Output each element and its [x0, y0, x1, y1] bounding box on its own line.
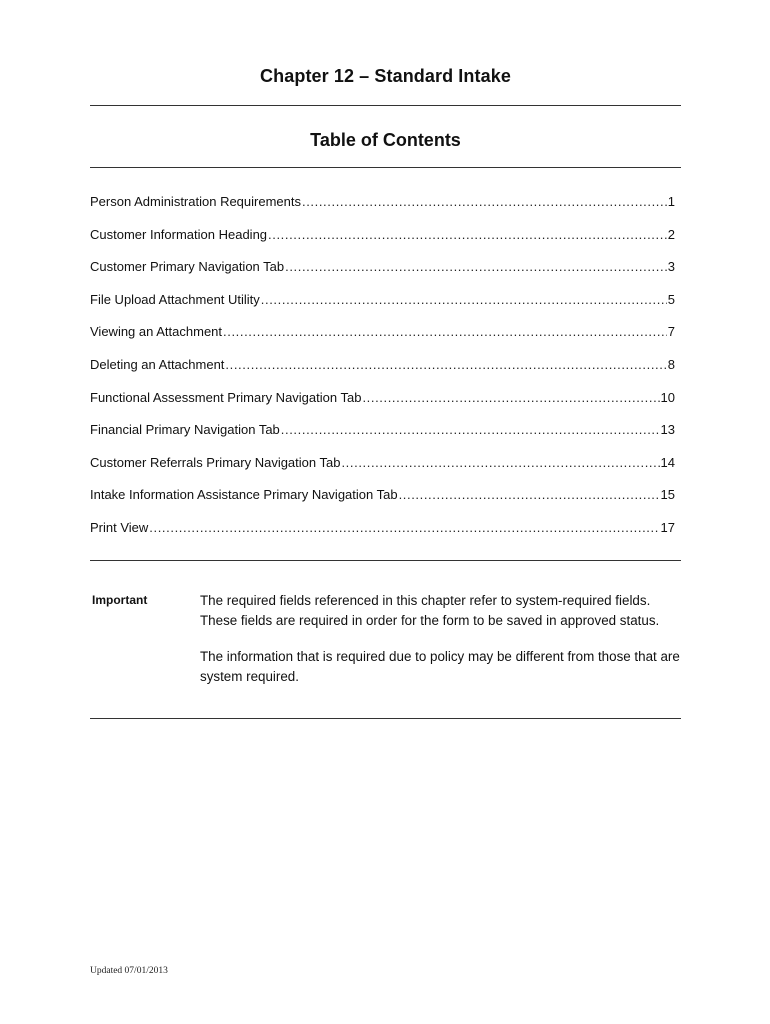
- toc-dot-leader: [362, 390, 659, 405]
- toc-entry-customer-information-heading[interactable]: [90, 227, 675, 260]
- toc-entry-functional-assessment-primary-navigation-tab[interactable]: [90, 390, 675, 423]
- toc-dot-leader: [149, 520, 659, 535]
- toc-dot-leader: [281, 422, 660, 437]
- toc-heading-divider: [90, 167, 681, 168]
- toc-entry-page-number: 5: [667, 291, 675, 307]
- toc-entry-intake-information-assistance-primary-navigation-tab[interactable]: [90, 487, 675, 520]
- toc-end-divider: [90, 560, 681, 561]
- toc-entry-label: File Upload Attachment Utility: [90, 291, 260, 307]
- important-note: [200, 591, 680, 703]
- toc-heading: Table of Contents: [310, 130, 461, 150]
- toc-entry-print-view[interactable]: [90, 520, 675, 553]
- toc-dot-leader: [285, 259, 667, 274]
- chapter-title: Chapter 12 – Standard Intake: [260, 66, 511, 86]
- toc-dot-leader: [225, 357, 666, 372]
- toc-entry-page-number: 7: [667, 324, 675, 340]
- updated-date-footer: Updated 07/01/2013: [90, 966, 168, 976]
- toc-dot-leader: [399, 487, 660, 502]
- toc-entry-label: Functional Assessment Primary Navigation Tab: [90, 389, 362, 405]
- important-note-paragraph: The required fields referenced in this chapter refer to system-required fields. These fields are required in order for the form to be saved in approved status.: [200, 593, 660, 628]
- toc-entry-customer-primary-navigation-tab[interactable]: [90, 259, 675, 292]
- toc-entry-label: Customer Information Heading: [90, 226, 268, 242]
- important-note-divider: [90, 718, 681, 719]
- toc-entry-page-number: 14: [660, 454, 675, 470]
- important-note-paragraph: The information that is required due to policy may be different from those that are system required.: [200, 649, 680, 684]
- toc-entry-financial-primary-navigation-tab[interactable]: [90, 422, 675, 455]
- toc-entry-page-number: 15: [660, 487, 675, 503]
- important-label: Important: [92, 593, 148, 607]
- toc-entry-page-number: 13: [660, 422, 675, 438]
- table-of-contents: [90, 194, 675, 553]
- toc-dot-leader: [341, 455, 659, 470]
- toc-entry-label: Print View: [90, 519, 149, 535]
- toc-dot-leader: [268, 227, 667, 242]
- toc-dot-leader: [223, 324, 667, 339]
- toc-entry-file-upload-attachment-utility[interactable]: [90, 292, 675, 325]
- toc-entry-person-administration-requirements[interactable]: [90, 194, 675, 227]
- toc-dot-leader: [261, 292, 667, 307]
- toc-entry-label: Intake Information Assistance Primary Navigation Tab: [90, 487, 398, 503]
- toc-entry-page-number: 10: [660, 389, 675, 405]
- toc-entry-label: Financial Primary Navigation Tab: [90, 422, 280, 438]
- toc-entry-viewing-an-attachment[interactable]: [90, 324, 675, 357]
- toc-entry-page-number: 8: [667, 356, 675, 372]
- toc-entry-page-number: 17: [660, 519, 675, 535]
- toc-entry-label: Deleting an Attachment: [90, 356, 225, 372]
- toc-entry-label: Customer Primary Navigation Tab: [90, 259, 285, 275]
- toc-entry-page-number: 1: [667, 194, 675, 209]
- title-divider: [90, 105, 681, 106]
- toc-entry-page-number: 3: [667, 259, 675, 275]
- toc-entry-label: Customer Referrals Primary Navigation Tab: [90, 454, 341, 470]
- toc-dot-leader: [302, 194, 667, 209]
- toc-entry-customer-referrals-primary-navigation-tab[interactable]: [90, 455, 675, 488]
- toc-entry-page-number: 2: [667, 226, 675, 242]
- toc-entry-deleting-an-attachment[interactable]: [90, 357, 675, 390]
- toc-entry-label: Viewing an Attachment: [90, 324, 223, 340]
- toc-entry-label: Person Administration Requirements: [90, 194, 301, 209]
